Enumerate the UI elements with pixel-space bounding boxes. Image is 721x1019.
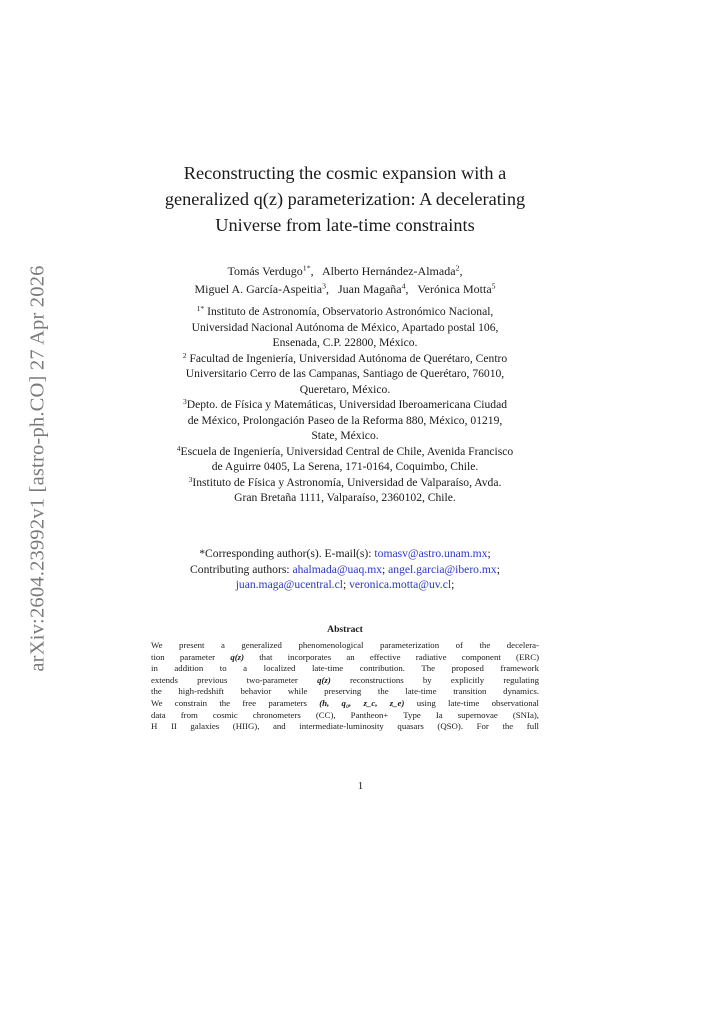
- author-line-1: Tomás Verdugo$^{1*}$, Alberto Hernández-Almada$^2$,: [227, 263, 463, 278]
- contributing-authors-line-2: [130, 577, 560, 593]
- author-list: [130, 262, 560, 298]
- affiliation-mark: 2: [182, 350, 187, 360]
- affiliation-text: Facultad de Ingeniería, Universidad Autónoma de Querétaro, Centro: [189, 351, 508, 365]
- email-link[interactable]: ahalmada@uaq.mx: [292, 562, 383, 576]
- affiliation-mark: 3: [188, 474, 193, 484]
- separator: ;: [342, 578, 347, 591]
- arxiv-id-text: arXiv:2604.23992v1 [astro-ph.CO] 27 Apr 2026: [26, 264, 49, 672]
- math-parameters: (h, q₀, z_c, z_e): [319, 697, 405, 708]
- affiliation-3: [130, 397, 560, 444]
- affiliation-mark: 1*: [196, 303, 205, 313]
- correspondence-block: [130, 546, 560, 593]
- affiliation-text: Instituto de Astronomía, Observatorio Astronómico Nacional,: [207, 305, 494, 318]
- abstract-text: that incorporates an effective radiative component (ERC): [259, 651, 539, 662]
- affiliation-5: [130, 475, 560, 506]
- author-affiliation-mark: 5: [491, 281, 496, 291]
- author-affiliation-mark: 3: [322, 281, 326, 291]
- abstract-line: [151, 675, 539, 687]
- affiliation-mark: 4: [176, 443, 181, 453]
- affiliation-2: [130, 351, 560, 398]
- contributing-authors-line: [130, 562, 560, 578]
- affiliation-text: Universitario Cerro de las Campanas, Santiago de Querétaro, 76010,: [185, 367, 505, 380]
- affiliations: [130, 304, 560, 506]
- email-link[interactable]: juan.maga@ucentral.cl: [235, 578, 343, 591]
- title-line-1: Reconstructing the cosmic expansion with a: [183, 163, 507, 183]
- author-affiliation-mark: 4: [401, 281, 406, 291]
- abstract-text: using late-time observational: [416, 697, 539, 708]
- page-number: 1: [357, 780, 364, 792]
- email-link[interactable]: angel.garcia@ibero.mx: [388, 562, 497, 576]
- contributing-label: Contributing authors:: [190, 562, 290, 576]
- affiliation-1: [130, 304, 560, 351]
- email-link[interactable]: veronica.motta@uv.cl: [349, 578, 452, 591]
- math-q-of-z: q(z): [230, 651, 244, 662]
- abstract-text: tion parameter: [151, 651, 216, 662]
- affiliation-4: [130, 444, 560, 475]
- affiliation-text: Universidad Nacional Autónoma de México, Apartado postal 106,: [191, 320, 499, 334]
- abstract-line: the high-redshift behavior while preserving the late-time transition dynamics.: [151, 686, 539, 697]
- author-affiliation-mark: 2: [455, 263, 460, 273]
- abstract-line: We present a generalized phenomenological parameterization of the decelera-: [151, 640, 539, 650]
- author-name: Alberto Hernández-Almada: [321, 264, 456, 278]
- abstract-line: data from cosmic chronometers (CC), Pantheon+ Type Ia supernovae (SNIa),: [151, 709, 539, 720]
- abstract-text: reconstructions by explicitly regulating: [349, 674, 539, 685]
- affiliation-text: Queretaro, México.: [299, 382, 391, 396]
- abstract-body: [151, 640, 539, 733]
- abstract-text: extends previous two-parameter: [151, 674, 298, 685]
- author-name: Miguel A. García-Aspeitia: [194, 282, 323, 296]
- abstract-line: H II galaxies (HIIG), and intermediate-luminosity quasars (QSO). For the full: [151, 721, 539, 732]
- separator: ;: [451, 578, 455, 591]
- author-line-2: Miguel A. García-Aspeitia$^3$, Juan Magaña$^4$, Verónica Motta$^5$: [194, 281, 496, 296]
- affiliation-text: Depto. de Física y Matemáticas, Universidad Iberoamericana Ciudad: [186, 398, 508, 411]
- title-line-2: generalized q(z) parameterization: A decelerating: [164, 189, 526, 209]
- corresponding-author-line: [130, 546, 560, 562]
- abstract-line: in addition to a localized late-time contribution. The proposed framework: [151, 663, 539, 674]
- separator: ;: [382, 562, 386, 576]
- abstract-line: [151, 652, 539, 664]
- affiliation-text: Ensenada, C.P. 22800, México.: [272, 336, 418, 349]
- abstract-text: We constrain the free parameters: [151, 697, 307, 708]
- author-name: Verónica Motta: [417, 282, 492, 296]
- affiliation-text: Instituto de Física y Astronomía, Universidad de Valparaíso, Avda.: [192, 475, 502, 489]
- abstract-line: [151, 698, 539, 710]
- arxiv-identifier-sidebar: [18, 264, 58, 672]
- affiliation-text: de México, Prolongación Paseo de la Reforma 880, México, 01219,: [187, 413, 503, 427]
- author-affiliation-mark: 1*: [302, 263, 311, 273]
- author-name: Juan Magaña: [337, 282, 402, 296]
- affiliation-text: State, México.: [311, 429, 379, 442]
- separator: ;: [496, 562, 500, 576]
- paper-title: [130, 160, 560, 238]
- email-link[interactable]: tomasv@astro.unam.mx: [374, 547, 488, 560]
- author-name: Tomás Verdugo: [227, 264, 303, 278]
- affiliation-text: de Aguirre 0405, La Serena, 171-0164, Coquimbo, Chile.: [211, 460, 479, 473]
- corresponding-label: *Corresponding author(s). E-mail(s):: [199, 547, 372, 560]
- title-line-3: Universe from late-time constraints: [215, 215, 475, 235]
- affiliation-text: Escuela de Ingeniería, Universidad Central de Chile, Avenida Francisco: [180, 444, 514, 458]
- affiliation-text: Gran Bretaña 1111, Valparaíso, 2360102, Chile.: [234, 491, 456, 504]
- math-q-of-z: q(z): [317, 674, 331, 685]
- abstract-heading: Abstract: [327, 624, 363, 635]
- separator: ;: [487, 547, 491, 560]
- affiliation-mark: 3: [182, 396, 187, 406]
